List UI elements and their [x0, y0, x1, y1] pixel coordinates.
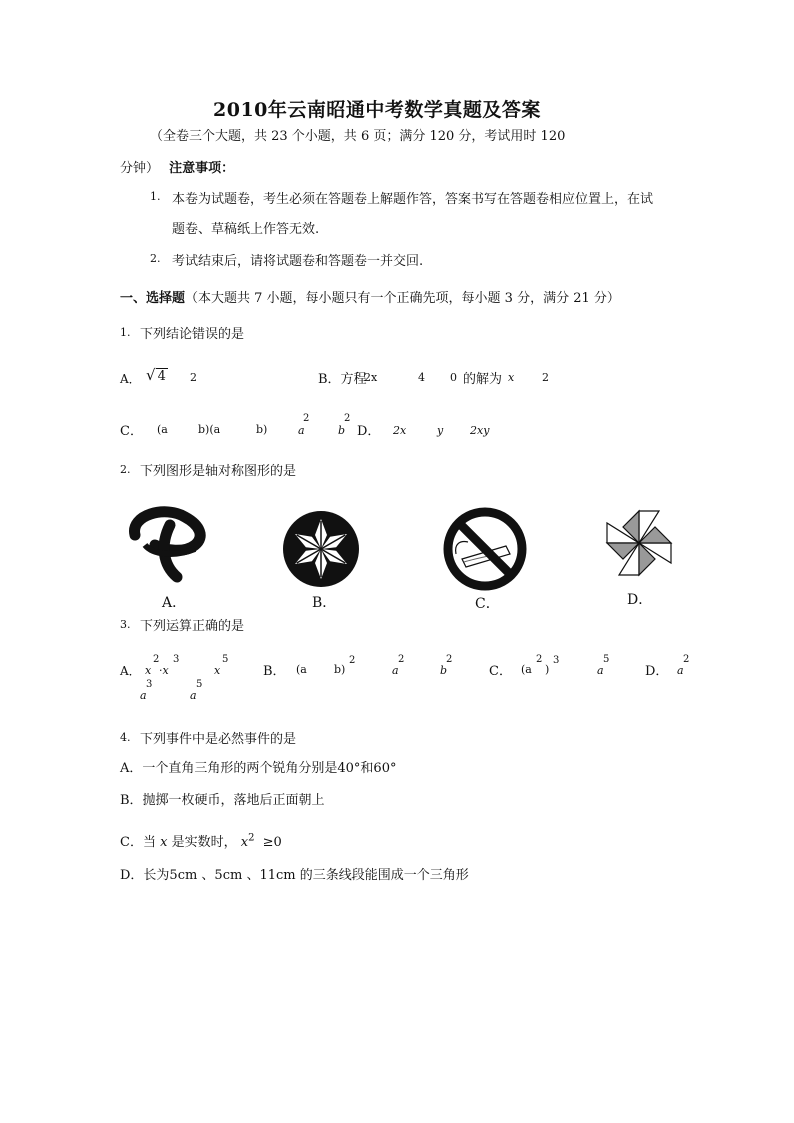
- q3-a-result-exp: 5: [222, 654, 229, 665]
- q1-c-expr3: b): [256, 423, 268, 436]
- q4-c-exp: 2: [248, 832, 255, 844]
- q3-option-a-label: A．: [120, 664, 141, 678]
- q3-option-c-label: C．: [489, 664, 512, 679]
- notes-label: 注意事项：: [169, 161, 235, 176]
- q2-number: 2.: [120, 463, 131, 476]
- q1-c-expr1: (a: [157, 423, 168, 436]
- q1-b-2x-text: 2x: [364, 371, 378, 384]
- figure-b-star-icon: [281, 509, 361, 589]
- q3-d-a5: a: [190, 689, 197, 702]
- q4-stem: 下列事件中是必然事件的是: [140, 732, 297, 747]
- q3-a-x: x: [145, 664, 152, 677]
- q3-b-b: b: [440, 664, 448, 677]
- q3-d-a-exp: 2: [683, 654, 690, 665]
- q1-option-a-label: A．: [120, 372, 141, 386]
- q3-c-inner-exp: 2: [536, 654, 543, 665]
- q1-option-d-label: D．: [357, 424, 381, 439]
- q1-a-radicand: 4: [157, 369, 166, 384]
- q3-d-a3: a: [140, 689, 147, 702]
- note-2-line1: 考试结束后，请将试题卷和答题卷一并交回.: [172, 254, 424, 269]
- q4-c-x: x: [160, 835, 168, 850]
- q1-b-mid: 的解为: [463, 372, 503, 387]
- q1-stem: 下列结论错误的是: [140, 327, 245, 342]
- note-1-line1: 本卷为试题卷，考生必须在答题卷上解题作答，答案书写在答题卷相应位置上，在试: [172, 192, 654, 207]
- figure-a-logo-icon: [125, 505, 215, 585]
- q1-number: 1.: [120, 326, 131, 339]
- q3-a-dotx: ·x: [159, 664, 169, 677]
- q3-c-expr: (a: [521, 663, 532, 676]
- q4-c-mid: 是实数时，: [171, 835, 237, 850]
- exam-duration-tail: 分钟）: [120, 161, 160, 176]
- q1-option-a-value: 2: [190, 371, 197, 384]
- note-2-number: 2.: [150, 252, 161, 265]
- q4-c-x2: x: [240, 835, 249, 850]
- q3-b-a: a: [392, 664, 399, 677]
- page-title: 2010年云南昭通中考数学真题及答案: [213, 99, 541, 121]
- q1-b-0: 0: [450, 371, 457, 384]
- q3-d-a5-exp: 5: [196, 679, 203, 690]
- q3-a-exp2: 3: [173, 654, 180, 665]
- q3-option-d-label: D．: [645, 664, 669, 679]
- q3-c-result: a: [597, 664, 604, 677]
- q1-d-2x: 2x: [393, 424, 407, 437]
- q1-b-2: 2: [542, 371, 549, 384]
- figure-d-pinwheel-icon: [603, 507, 675, 579]
- q1-b-4: 4: [418, 371, 425, 384]
- section-title: 一、选择题: [120, 291, 186, 306]
- q1-c-a-exp: 2: [303, 413, 310, 424]
- q1-c-a: a: [298, 424, 305, 437]
- q1-d-y: y: [437, 424, 444, 437]
- q3-b-b-exp: 2: [446, 654, 453, 665]
- note-1-number: 1.: [150, 190, 161, 203]
- section-description: （本大题共 7 小题，每小题只有一个正确先项，每小题 3 分，满分 21 分）: [185, 291, 620, 306]
- note-1-line2: 题卷、草稿纸上作答无效.: [172, 222, 320, 237]
- q1-d-2xy: 2xy: [470, 424, 490, 437]
- q1-b-x: x: [508, 371, 515, 384]
- q1-option-b-label: B．方程: [318, 372, 367, 387]
- q3-c-result-exp: 5: [603, 654, 610, 665]
- q3-stem: 下列运算正确的是: [140, 619, 245, 634]
- q1-c-b-exp: 2: [344, 413, 351, 424]
- q3-option-b-label: B．: [263, 664, 286, 679]
- q3-c-exp: 3: [553, 655, 560, 666]
- figure-c-label: C．: [475, 596, 500, 612]
- q1-option-a-radical: [146, 366, 168, 384]
- q2-stem: 下列图形是轴对称图形的是: [140, 464, 297, 479]
- q4-c-tail: ≥0: [262, 835, 282, 850]
- q3-b-exp: 2: [349, 655, 356, 666]
- q3-a-result: x: [214, 664, 221, 677]
- q4-option-a: A．一个直角三角形的两个锐角分别是40°和60°: [120, 761, 397, 776]
- q1-b-2x: [364, 371, 377, 384]
- exam-info-line1: （全卷三个大题，共 23 个小题，共 6 页；满分 120 分，考试用时 120: [150, 129, 566, 144]
- q4-number: 4.: [120, 731, 131, 744]
- q3-b-a-exp: 2: [398, 654, 405, 665]
- q4-option-c: [120, 831, 282, 850]
- q3-c-close: ): [545, 663, 550, 676]
- q1-c-expr2: b)(a: [198, 423, 221, 436]
- q3-b-expr2: b): [334, 663, 346, 676]
- q4-option-b: B．抛掷一枚硬币，落地后正面朝上: [120, 793, 325, 808]
- q4-c-prefix: C．当: [120, 835, 156, 850]
- figure-d-label: D．: [627, 592, 653, 608]
- q3-number: 3.: [120, 618, 131, 631]
- exam-info-line2: [120, 157, 234, 176]
- q3-d-a3-exp: 3: [146, 679, 153, 690]
- figure-c-no-smoking-icon: [440, 504, 530, 594]
- figure-a-label: A．: [162, 595, 187, 611]
- q3-a-exp1: 2: [153, 654, 160, 665]
- q1-c-b: b: [338, 424, 346, 437]
- q1-option-c-label: C．: [120, 424, 143, 439]
- section-heading: [120, 287, 620, 306]
- figure-b-label: B．: [312, 595, 337, 611]
- sqrt-symbol: √: [146, 366, 156, 384]
- q4-option-d: D．长为5cm 、5cm 、11cm 的三条线段能围成一个三角形: [120, 868, 469, 883]
- q3-d-a: a: [677, 664, 684, 677]
- q3-b-expr1: (a: [296, 663, 307, 676]
